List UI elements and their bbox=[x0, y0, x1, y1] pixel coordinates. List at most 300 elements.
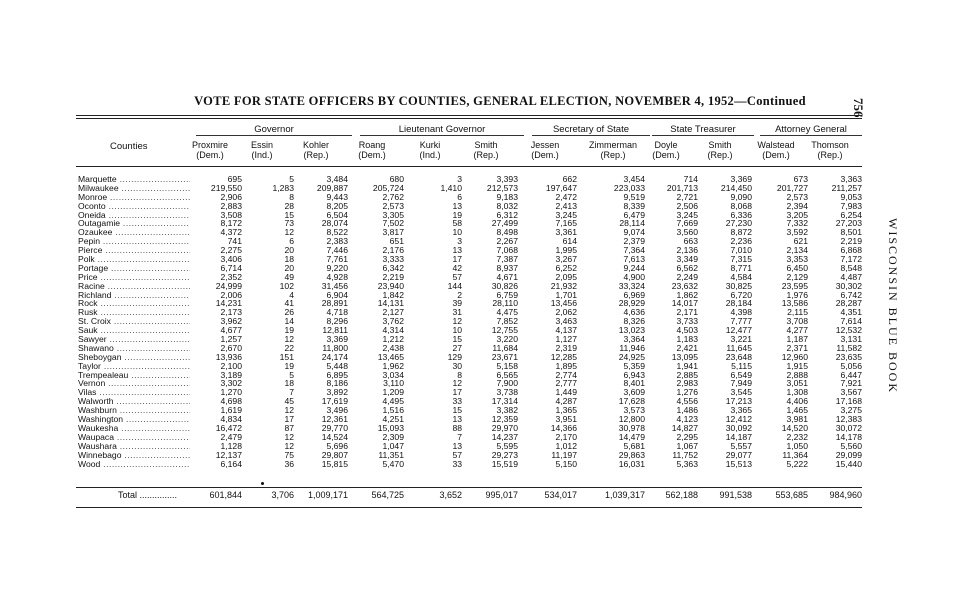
candidate-party: (Dem.) bbox=[196, 150, 224, 160]
vote-cell: 30 bbox=[452, 360, 462, 371]
vote-cell: 28,074 bbox=[321, 218, 348, 229]
vote-cell: 3,592 bbox=[786, 227, 808, 238]
vote-cell: 14,479 bbox=[618, 431, 645, 442]
vote-cell: 6,714 bbox=[220, 262, 242, 273]
vote-cell: 3,267 bbox=[555, 254, 577, 265]
group-header-treasurer: State Treasurer bbox=[670, 124, 736, 135]
county-name: Ozaukee ..... bbox=[78, 228, 190, 237]
vote-cell: 2,573 bbox=[786, 191, 808, 202]
vote-cell: 7 bbox=[457, 431, 462, 442]
vote-cell: 36 bbox=[284, 458, 294, 469]
vote-cell: 8,771 bbox=[730, 262, 752, 273]
vote-cell: 75 bbox=[284, 449, 294, 460]
vote-cell: 3,382 bbox=[496, 405, 518, 416]
vote-cell: 2,573 bbox=[382, 200, 404, 211]
vote-cell: 2,983 bbox=[676, 378, 698, 389]
vote-cell: 17,628 bbox=[618, 396, 645, 407]
vote-cell: 7,852 bbox=[496, 316, 518, 327]
candidate-party: (Rep.) bbox=[707, 150, 733, 160]
vote-cell: 11,364 bbox=[782, 449, 808, 460]
vote-cell: 7,983 bbox=[840, 200, 862, 211]
county-vote-table bbox=[0, 175, 964, 468]
total-cell: 562,188 bbox=[665, 490, 698, 500]
vote-cell: 41 bbox=[284, 298, 294, 309]
county-name: Washington ..... bbox=[78, 415, 190, 424]
vote-cell: 2,472 bbox=[555, 191, 577, 202]
vote-cell: 29,273 bbox=[491, 449, 518, 460]
vote-cell: 12,361 bbox=[321, 414, 348, 425]
vote-cell: 12 bbox=[284, 440, 294, 451]
total-cell: 1,039,317 bbox=[604, 490, 645, 500]
vote-cell: 4,677 bbox=[220, 325, 242, 336]
candidate-party: (Rep.) bbox=[600, 150, 626, 160]
vote-cell: 6,254 bbox=[840, 209, 862, 220]
vote-cell: 8,872 bbox=[730, 227, 752, 238]
county-name: Rusk ..... bbox=[78, 308, 190, 317]
vote-cell: 201,727 bbox=[776, 182, 808, 193]
vote-cell: 6,504 bbox=[326, 209, 348, 220]
table-row bbox=[0, 308, 964, 317]
vote-cell: 223,033 bbox=[613, 182, 645, 193]
vote-cell: 6,336 bbox=[730, 209, 752, 220]
vote-cell: 12 bbox=[452, 378, 462, 389]
top-rule bbox=[76, 115, 862, 116]
vote-cell: 12 bbox=[284, 405, 294, 416]
vote-cell: 2,383 bbox=[326, 236, 348, 247]
vote-cell: 3,305 bbox=[382, 209, 404, 220]
county-name: Sheboygan ..... bbox=[78, 353, 190, 362]
vote-cell: 2,173 bbox=[220, 307, 242, 318]
vote-cell: 3,567 bbox=[840, 387, 862, 398]
table-row bbox=[0, 246, 964, 255]
vote-cell: 33 bbox=[452, 458, 462, 469]
vote-cell: 33 bbox=[452, 396, 462, 407]
vote-cell: 17,213 bbox=[725, 396, 752, 407]
vote-cell: 2,219 bbox=[382, 271, 404, 282]
vote-cell: 211,257 bbox=[831, 182, 862, 193]
table-row bbox=[0, 451, 964, 460]
candidate-party: (Dem.) bbox=[652, 150, 680, 160]
county-name: Vernon ..... bbox=[78, 379, 190, 388]
candidate-header bbox=[398, 140, 462, 160]
vote-cell: 24,999 bbox=[215, 280, 242, 291]
vote-cell: 10 bbox=[452, 325, 462, 336]
total-label: Total ..... bbox=[118, 490, 177, 500]
vote-cell: 27,230 bbox=[725, 218, 752, 229]
vote-cell: 3,762 bbox=[382, 316, 404, 327]
vote-cell: 6,479 bbox=[623, 209, 645, 220]
table-row bbox=[0, 264, 964, 273]
vote-cell: 30,826 bbox=[491, 280, 518, 291]
vote-cell: 1,941 bbox=[676, 360, 698, 371]
vote-cell: 2,249 bbox=[676, 271, 698, 282]
vote-cell: 205,724 bbox=[372, 182, 404, 193]
vote-cell: 4,251 bbox=[382, 414, 404, 425]
vote-cell: 1,283 bbox=[272, 182, 294, 193]
vote-cell: 6,562 bbox=[676, 262, 698, 273]
vote-cell: 31 bbox=[452, 307, 462, 318]
vote-cell: 12,412 bbox=[725, 414, 752, 425]
county-name: Walworth ..... bbox=[78, 397, 190, 406]
vote-cell: 741 bbox=[227, 236, 242, 247]
vote-cell: 2,275 bbox=[220, 245, 242, 256]
vote-cell: 5,115 bbox=[731, 360, 752, 371]
county-name: Waupaca ..... bbox=[78, 433, 190, 442]
vote-cell: 28,287 bbox=[835, 298, 862, 309]
vote-cell: 15,519 bbox=[491, 458, 518, 469]
table-row bbox=[0, 237, 964, 246]
vote-cell: 12,960 bbox=[781, 351, 808, 362]
vote-cell: 151 bbox=[279, 351, 294, 362]
vote-cell: 3,189 bbox=[220, 369, 242, 380]
vote-cell: 12 bbox=[452, 316, 462, 327]
vote-cell: 27,203 bbox=[835, 218, 862, 229]
table-row bbox=[0, 371, 964, 380]
vote-cell: 2,906 bbox=[220, 191, 242, 202]
vote-cell: 26 bbox=[284, 307, 294, 318]
vote-cell: 6,565 bbox=[496, 369, 518, 380]
vote-cell: 87 bbox=[284, 422, 294, 433]
vote-cell: 28,891 bbox=[321, 298, 348, 309]
vote-cell: 19 bbox=[284, 360, 294, 371]
vote-cell: 17 bbox=[284, 414, 294, 425]
table-row bbox=[0, 175, 964, 184]
vote-cell: 651 bbox=[389, 236, 404, 247]
vote-cell: 14,187 bbox=[725, 431, 752, 442]
vote-cell: 3,275 bbox=[840, 405, 862, 416]
vote-cell: 33,324 bbox=[618, 280, 645, 291]
vote-cell: 28,114 bbox=[619, 218, 645, 229]
vote-cell: 2,134 bbox=[786, 245, 808, 256]
vote-cell: 6,742 bbox=[840, 289, 862, 300]
vote-cell: 5 bbox=[289, 369, 294, 380]
vote-cell: 28,929 bbox=[618, 298, 645, 309]
vote-cell: 2,438 bbox=[382, 342, 404, 353]
vote-cell: 3,333 bbox=[382, 254, 404, 265]
candidate-party: (Dem.) bbox=[531, 150, 559, 160]
vote-cell: 6,943 bbox=[623, 369, 645, 380]
vote-cell: 7,949 bbox=[730, 378, 752, 389]
candidate-header bbox=[340, 140, 404, 160]
vote-cell: 17 bbox=[452, 387, 462, 398]
vote-cell: 6,895 bbox=[326, 369, 348, 380]
vote-cell: 42 bbox=[452, 262, 462, 273]
vote-cell: 20 bbox=[284, 262, 294, 273]
vote-cell: 212,573 bbox=[486, 182, 518, 193]
vote-cell: 6,969 bbox=[623, 289, 645, 300]
vote-cell: 31,456 bbox=[321, 280, 348, 291]
candidate-party: (Ind.) bbox=[251, 150, 273, 160]
vote-cell: 5,359 bbox=[623, 360, 645, 371]
vote-cell: 49 bbox=[284, 271, 294, 282]
vote-cell: 5,056 bbox=[840, 360, 862, 371]
vote-cell: 12,359 bbox=[491, 414, 518, 425]
vote-cell: 4,503 bbox=[676, 325, 698, 336]
vote-cell: 13 bbox=[452, 200, 462, 211]
vote-cell: 621 bbox=[793, 236, 808, 247]
vote-cell: 3,221 bbox=[730, 334, 752, 345]
vote-cell: 7,761 bbox=[326, 254, 348, 265]
vote-cell: 3,051 bbox=[786, 378, 808, 389]
vote-cell: 4,487 bbox=[840, 271, 862, 282]
candidate-header bbox=[454, 140, 518, 160]
vote-cell: 8,205 bbox=[326, 200, 348, 211]
vote-cell: 3,363 bbox=[840, 174, 862, 184]
vote-cell: 7,068 bbox=[496, 245, 518, 256]
vote-cell: 1,486 bbox=[676, 405, 698, 416]
vote-cell: 12,137 bbox=[215, 449, 242, 460]
vote-cell: 27,499 bbox=[491, 218, 518, 229]
county-name: Pepin ..... bbox=[78, 237, 190, 246]
table-row bbox=[0, 335, 964, 344]
vote-cell: 1,067 bbox=[676, 440, 698, 451]
vote-cell: 14 bbox=[284, 316, 294, 327]
vote-cell: 14,520 bbox=[781, 422, 808, 433]
vote-cell: 3,245 bbox=[676, 209, 698, 220]
vote-cell: 1,465 bbox=[786, 405, 808, 416]
vote-cell: 17,168 bbox=[835, 396, 862, 407]
candidate-name: Smith bbox=[474, 140, 498, 150]
vote-cell: 1,976 bbox=[786, 289, 808, 300]
vote-cell: 662 bbox=[562, 174, 577, 184]
vote-cell: 15,440 bbox=[835, 458, 862, 469]
vote-cell: 17,314 bbox=[491, 396, 518, 407]
vote-cell: 2,219 bbox=[840, 236, 862, 247]
vote-cell: 4,495 bbox=[382, 396, 404, 407]
table-row bbox=[0, 202, 964, 211]
vote-cell: 19 bbox=[284, 325, 294, 336]
vote-cell: 2,095 bbox=[555, 271, 577, 282]
county-name: Marquette ..... bbox=[78, 175, 190, 184]
county-name: Richland ..... bbox=[78, 291, 190, 300]
vote-cell: 2,394 bbox=[786, 200, 808, 211]
vote-cell: 1,050 bbox=[786, 440, 808, 451]
total-row bbox=[0, 490, 964, 502]
vote-cell: 7,502 bbox=[382, 218, 404, 229]
vote-cell: 8,068 bbox=[730, 200, 752, 211]
vote-cell: 3,369 bbox=[326, 334, 348, 345]
vote-cell: 15,513 bbox=[725, 458, 752, 469]
vote-cell: 3,545 bbox=[730, 387, 752, 398]
vote-cell: 7,669 bbox=[676, 218, 698, 229]
vote-cell: 14,827 bbox=[671, 422, 698, 433]
vote-cell: 2,176 bbox=[382, 245, 404, 256]
vote-cell: 15 bbox=[452, 405, 462, 416]
vote-cell: 3,981 bbox=[786, 414, 808, 425]
county-name: Vilas ..... bbox=[78, 388, 190, 397]
county-name: Trempealeau ..... bbox=[78, 371, 190, 380]
vote-cell: 23,595 bbox=[781, 280, 808, 291]
candidate-header bbox=[513, 140, 577, 160]
county-name: Polk ..... bbox=[78, 255, 190, 264]
vote-cell: 129 bbox=[447, 351, 462, 362]
vote-cell: 8,172 bbox=[220, 218, 242, 229]
table-row bbox=[0, 299, 964, 308]
vote-cell: 3,110 bbox=[383, 378, 404, 389]
vote-cell: 7,172 bbox=[840, 254, 862, 265]
vote-cell: 8,937 bbox=[496, 262, 518, 273]
vote-cell: 11,645 bbox=[726, 342, 752, 353]
vote-cell: 57 bbox=[452, 449, 462, 460]
vote-cell: 3,708 bbox=[786, 316, 808, 327]
vote-cell: 28,184 bbox=[725, 298, 752, 309]
vote-cell: 1,701 bbox=[555, 289, 577, 300]
vote-cell: 4,123 bbox=[676, 414, 698, 425]
total-cell: 534,017 bbox=[544, 490, 577, 500]
vote-cell: 7,613 bbox=[623, 254, 645, 265]
vote-cell: 3,220 bbox=[496, 334, 518, 345]
vote-cell: 12,532 bbox=[835, 325, 862, 336]
vote-cell: 5,681 bbox=[623, 440, 645, 451]
vote-cell: 4,834 bbox=[220, 414, 242, 425]
vote-cell: 3 bbox=[457, 174, 462, 184]
vote-cell: 23,635 bbox=[835, 351, 862, 362]
candidate-header bbox=[688, 140, 752, 160]
vote-cell: 5,150 bbox=[555, 458, 577, 469]
vote-cell: 29,970 bbox=[491, 422, 518, 433]
vote-cell: 4,636 bbox=[623, 307, 645, 318]
vote-cell: 1,449 bbox=[555, 387, 577, 398]
total-cell: 601,844 bbox=[209, 490, 242, 500]
vote-cell: 6,342 bbox=[382, 262, 404, 273]
table-row bbox=[0, 211, 964, 220]
vote-cell: 12,800 bbox=[618, 414, 645, 425]
vote-cell: 2,762 bbox=[382, 191, 404, 202]
county-name: Portage ..... bbox=[78, 264, 190, 273]
vote-cell: 614 bbox=[562, 236, 577, 247]
vote-cell: 7,387 bbox=[496, 254, 518, 265]
counties-header: Counties bbox=[110, 141, 148, 152]
vote-cell: 27 bbox=[452, 342, 462, 353]
vote-cell: 12,383 bbox=[835, 414, 862, 425]
vote-cell: 29,863 bbox=[618, 449, 645, 460]
vote-cell: 4,584 bbox=[730, 271, 752, 282]
vote-cell: 16,031 bbox=[618, 458, 645, 469]
vote-cell: 3,364 bbox=[623, 334, 645, 345]
vote-cell: 219,550 bbox=[210, 182, 242, 193]
candidate-name: Smith bbox=[708, 140, 732, 150]
vote-cell: 12 bbox=[284, 334, 294, 345]
vote-cell: 4,556 bbox=[676, 396, 698, 407]
vote-cell: 11,684 bbox=[492, 342, 518, 353]
header-bottom-rule bbox=[76, 166, 862, 167]
vote-cell: 6,450 bbox=[786, 262, 808, 273]
vote-cell: 3,463 bbox=[555, 316, 577, 327]
county-name: Winnebago ..... bbox=[78, 451, 190, 460]
vote-cell: 8,186 bbox=[326, 378, 348, 389]
group-header-secretary: Secretary of State bbox=[552, 124, 630, 135]
vote-cell: 2,171 bbox=[676, 307, 698, 318]
vote-cell: 7,614 bbox=[840, 316, 862, 327]
vote-cell: 7,777 bbox=[730, 316, 752, 327]
vote-cell: 1,209 bbox=[382, 387, 404, 398]
vote-cell: 1,276 bbox=[676, 387, 698, 398]
county-name: Rock ..... bbox=[78, 299, 190, 308]
vote-cell: 2,136 bbox=[676, 245, 698, 256]
vote-cell: 2,115 bbox=[787, 307, 808, 318]
vote-cell: 3,609 bbox=[623, 387, 645, 398]
candidate-party: (Rep.) bbox=[473, 150, 499, 160]
table-row bbox=[0, 433, 964, 442]
county-name: Taylor ..... bbox=[78, 362, 190, 371]
candidate-party: (Dem.) bbox=[762, 150, 790, 160]
candidate-header bbox=[798, 140, 862, 160]
vote-cell: 8,326 bbox=[623, 316, 645, 327]
county-name: Waukesha ..... bbox=[78, 424, 190, 433]
vote-cell: 201,713 bbox=[666, 182, 698, 193]
vote-cell: 16,472 bbox=[215, 422, 242, 433]
vote-cell: 2,129 bbox=[786, 271, 808, 282]
vote-cell: 3,245 bbox=[555, 209, 577, 220]
vote-cell: 9,183 bbox=[496, 191, 518, 202]
vote-cell: 12,811 bbox=[322, 325, 348, 336]
vote-cell: 7,010 bbox=[730, 245, 752, 256]
vote-cell: 2,774 bbox=[555, 369, 577, 380]
candidate-name: Kohler bbox=[302, 140, 329, 150]
candidate-party: (Rep.) bbox=[817, 150, 843, 160]
vote-cell: 12 bbox=[284, 227, 294, 238]
vote-cell: 45 bbox=[284, 396, 294, 407]
vote-cell: 58 bbox=[452, 218, 462, 229]
county-name: Monroe ..... bbox=[78, 193, 190, 202]
vote-cell: 1,365 bbox=[555, 405, 577, 416]
vote-cell: 3,302 bbox=[220, 378, 242, 389]
vote-cell: 1,516 bbox=[382, 405, 404, 416]
vote-cell: 4,671 bbox=[496, 271, 518, 282]
vote-cell: 3,361 bbox=[555, 227, 577, 238]
table-row bbox=[0, 326, 964, 335]
vote-cell: 29,077 bbox=[725, 449, 752, 460]
vote-cell: 4,398 bbox=[730, 307, 752, 318]
vote-cell: 11,946 bbox=[619, 342, 645, 353]
vote-cell: 1,619 bbox=[220, 405, 242, 416]
vote-cell: 11,800 bbox=[322, 342, 348, 353]
candidate-name: Roang bbox=[358, 140, 386, 150]
vote-cell: 6,312 bbox=[496, 209, 518, 220]
vote-cell: 11,582 bbox=[836, 342, 862, 353]
vote-cell: 29,099 bbox=[835, 449, 862, 460]
group-rule-governor bbox=[196, 135, 352, 136]
vote-cell: 13 bbox=[452, 245, 462, 256]
vote-cell: 15,815 bbox=[321, 458, 348, 469]
table-row bbox=[0, 379, 964, 388]
vote-cell: 5,222 bbox=[786, 458, 808, 469]
vote-cell: 30,302 bbox=[835, 280, 862, 291]
vote-cell: 7,315 bbox=[730, 254, 752, 265]
table-row bbox=[0, 255, 964, 264]
vote-cell: 18 bbox=[284, 378, 294, 389]
vote-cell: 4,475 bbox=[496, 307, 518, 318]
vote-cell: 1,308 bbox=[786, 387, 808, 398]
vote-cell: 1,962 bbox=[382, 360, 404, 371]
vote-cell: 18 bbox=[284, 254, 294, 265]
vote-cell: 2,670 bbox=[220, 342, 242, 353]
vote-cell: 5,557 bbox=[730, 440, 752, 451]
candidate-header bbox=[284, 140, 348, 160]
total-cell: 564,725 bbox=[371, 490, 404, 500]
table-row bbox=[0, 344, 964, 353]
vote-cell: 8,501 bbox=[840, 227, 862, 238]
table-row bbox=[0, 442, 964, 451]
vote-cell: 1,212 bbox=[382, 334, 404, 345]
vote-cell: 1,842 bbox=[382, 289, 404, 300]
vote-cell: 13 bbox=[452, 440, 462, 451]
vote-cell: 3,369 bbox=[730, 174, 752, 184]
vote-cell: 4 bbox=[289, 289, 294, 300]
vote-cell: 8,401 bbox=[623, 378, 645, 389]
vote-cell: 4,277 bbox=[786, 325, 808, 336]
group-rule-treasurer bbox=[652, 135, 754, 136]
